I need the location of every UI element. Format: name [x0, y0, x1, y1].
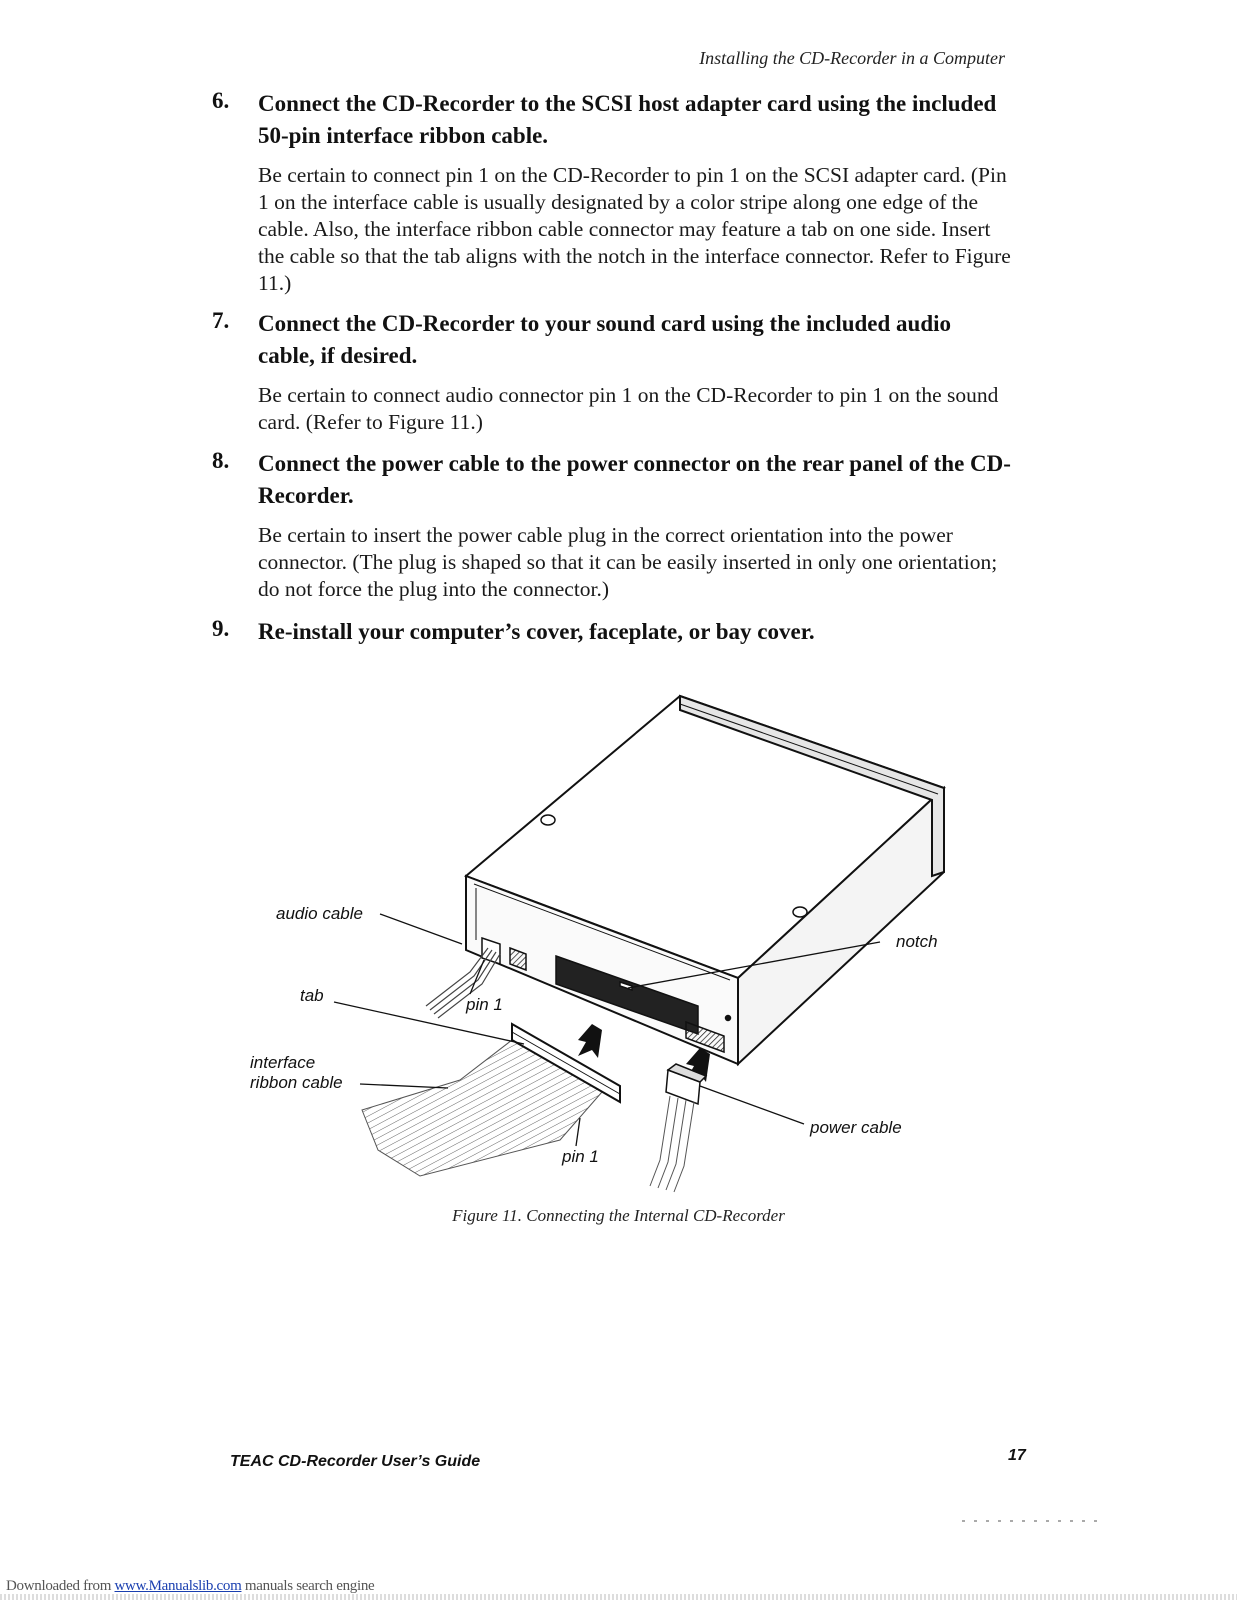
download-prefix: Downloaded from [6, 1578, 115, 1594]
step-title: Connect the CD-Recorder to the SCSI host adapter card using the included 50-pin interface ribbon cable. [258, 91, 997, 148]
download-suffix: manuals search engine [241, 1578, 375, 1594]
power-cable [650, 1064, 706, 1192]
step-number: 9. [212, 616, 230, 641]
figure-caption: Figure 11. Connecting the Internal CD-Recorder [452, 1206, 785, 1225]
label-pin1-bottom: pin 1 [562, 1147, 599, 1166]
step-body: Be certain to insert the power cable plug in the correct orientation into the power connector. (The plug is shaped so that it can be easily inserted in only one orientation; do not force the plug into the connector.) [258, 523, 998, 601]
step-number: 6. [212, 88, 230, 113]
step-number: 8. [212, 448, 230, 473]
step-title: Re-install your computer’s cover, faceplate, or bay cover. [258, 619, 815, 644]
step-number: 7. [212, 308, 230, 333]
download-bar [6, 1578, 374, 1595]
audio-cable-leader [380, 914, 462, 944]
power-cable-leader [700, 1086, 804, 1124]
label-power-cable: power cable [810, 1118, 902, 1137]
label-audio-cable: audio cable [276, 904, 363, 923]
ribbon-cable-leader [360, 1084, 448, 1088]
pin1-bottom-leader [576, 1118, 580, 1146]
step-title: Connect the CD-Recorder to your sound card using the included audio cable, if desired. [258, 311, 952, 368]
label-ribbon-cable: ribbon cable [250, 1073, 343, 1092]
label-interface: interface [250, 1053, 316, 1072]
step-body: Be certain to connect audio connector pin 1 on the CD-Recorder to pin 1 on the sound card. (Refer to Figure 11.) [258, 383, 999, 434]
cd-recorder-drive [466, 696, 944, 1064]
manualslib-link[interactable]: www.Manualslib.com [114, 1578, 242, 1594]
step-body: Be certain to connect pin 1 on the CD-Recorder to pin 1 on the SCSI adapter card. (Pin 1 on the interface cable is usually designated by a color stripe along one edge of the cable. Also, the interface ribbon cable connector may feature a tab on one side. Insert the cable so that the tab aligns with the notch in the interface connector. Refer to Figure 11.) [258, 163, 1011, 295]
running-header: Installing the CD-Recorder in a Computer [699, 48, 1005, 68]
page-number: 17 [1008, 1447, 1026, 1464]
label-tab: tab [300, 986, 324, 1005]
scan-noise-strip [0, 1594, 1237, 1600]
scan-smudge [962, 1520, 1102, 1522]
scsi-arrow [578, 1024, 602, 1058]
label-pin1-top: pin 1 [466, 995, 503, 1014]
step-title: Connect the power cable to the power connector on the rear panel of the CD-Recorder. [258, 451, 1011, 508]
footer-guide-title: TEAC CD-Recorder User’s Guide [230, 1453, 481, 1470]
label-notch: notch [896, 932, 938, 951]
